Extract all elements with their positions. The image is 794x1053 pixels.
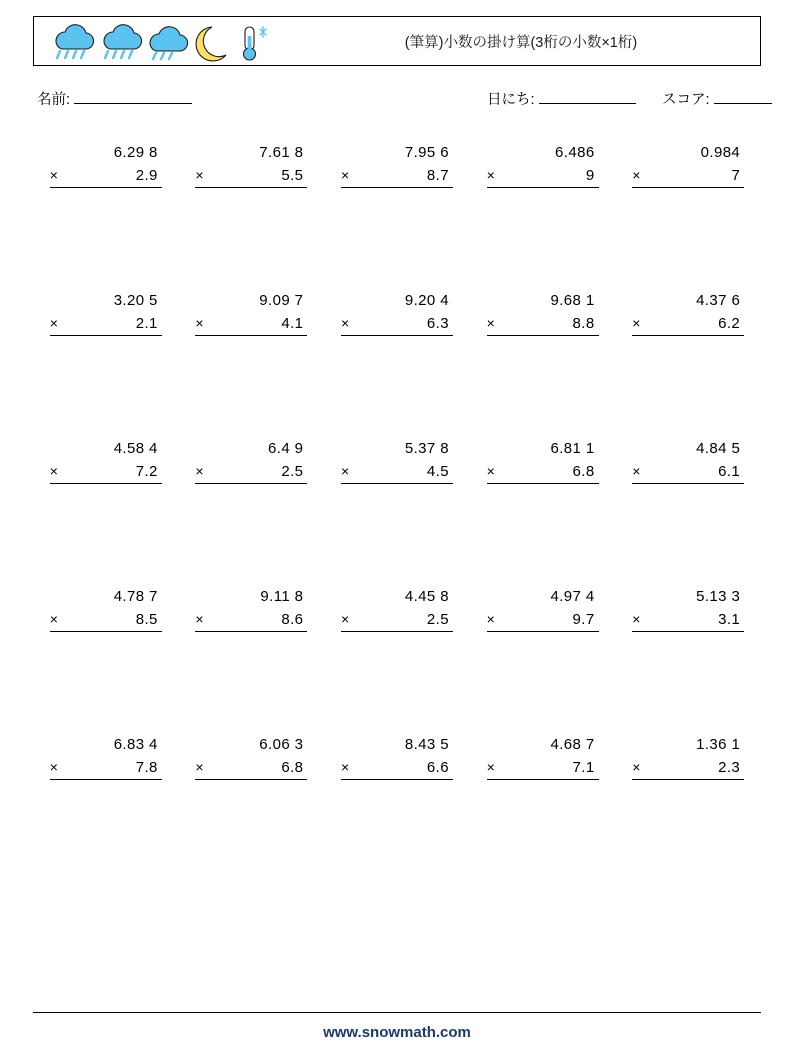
problem — [50, 733, 162, 780]
multiplicand: 5.13 3 — [696, 588, 741, 605]
multiplier: 2.1 — [135, 315, 158, 332]
problem-cell — [615, 581, 761, 729]
problem-cell — [324, 729, 470, 877]
multiplier: 6.8 — [281, 759, 304, 776]
problem-cell — [33, 433, 179, 581]
problem-cell — [615, 285, 761, 433]
problem-cell — [615, 729, 761, 877]
answer-rule — [487, 335, 599, 336]
problem-cell — [615, 433, 761, 581]
operator-icon: × — [49, 463, 58, 479]
problem — [50, 289, 162, 336]
answer-rule — [50, 335, 162, 336]
multiplier: 8.6 — [281, 611, 304, 628]
operator-icon: × — [49, 611, 58, 627]
problem — [195, 733, 307, 780]
answer-rule — [341, 779, 453, 780]
answer-rule — [341, 187, 453, 188]
multiplier: 8.8 — [572, 315, 595, 332]
multiplicand: 4.84 5 — [696, 440, 741, 457]
multiplicand: 4.97 4 — [550, 588, 595, 605]
multiplier: 6.1 — [718, 463, 741, 480]
problem-cell — [324, 433, 470, 581]
multiplicand: 9.20 4 — [404, 292, 449, 309]
score-label: スコア: — [662, 92, 710, 108]
header-box — [33, 16, 761, 66]
problem — [487, 141, 599, 188]
answer-rule — [487, 483, 599, 484]
multiplier: 3.1 — [718, 611, 741, 628]
operator-icon: × — [486, 463, 495, 479]
multiplier: 2.9 — [135, 167, 158, 184]
operator-icon: × — [340, 759, 350, 775]
answer-rule — [632, 631, 744, 632]
problem — [632, 733, 744, 780]
name-label: 名前: — [37, 92, 71, 108]
multiplier: 9.7 — [572, 611, 595, 628]
problem — [50, 437, 162, 484]
problem-cell — [324, 581, 470, 729]
multiplicand: 4.37 6 — [696, 292, 741, 309]
answer-rule — [487, 187, 599, 188]
answer-rule — [50, 187, 162, 188]
answer-rule — [487, 779, 599, 780]
answer-rule — [50, 483, 162, 484]
name-field[interactable] — [37, 88, 192, 109]
score-blank[interactable] — [714, 90, 772, 104]
problem — [341, 437, 453, 484]
answer-rule — [487, 631, 599, 632]
problem-cell — [470, 285, 616, 433]
operator-icon: × — [486, 759, 495, 775]
name-blank[interactable] — [74, 90, 192, 104]
problem — [487, 733, 599, 780]
date-label: 日にち: — [487, 92, 535, 108]
multiplier: 4.1 — [281, 315, 304, 332]
multiplicand: 9.09 7 — [259, 292, 304, 309]
problem — [50, 141, 162, 188]
operator-icon: × — [486, 315, 495, 331]
score-field[interactable] — [662, 88, 772, 109]
multiplicand: 8.43 5 — [404, 736, 449, 753]
multiplicand: 4.78 7 — [113, 588, 158, 605]
problem — [341, 585, 453, 632]
operator-icon: × — [195, 315, 204, 331]
rain-cloud-icon — [104, 25, 142, 58]
answer-rule — [195, 187, 307, 188]
operator-icon: × — [340, 463, 350, 479]
operator-icon: × — [486, 167, 495, 183]
answer-rule — [341, 483, 453, 484]
multiplicand: 6.4 9 — [268, 440, 304, 457]
problem-cell — [179, 433, 325, 581]
multiplier: 6.6 — [426, 759, 449, 776]
problem — [195, 289, 307, 336]
multiplier: 7 — [731, 167, 741, 184]
multiplier: 2.5 — [426, 611, 449, 628]
problem-cell — [179, 137, 325, 285]
multiplicand: 3.20 5 — [113, 292, 158, 309]
problem-cell — [470, 581, 616, 729]
multiplicand: 6.06 3 — [259, 736, 304, 753]
problem-cell — [470, 137, 616, 285]
multiplier: 7.2 — [135, 463, 158, 480]
problem-cell — [324, 285, 470, 433]
problem-cell — [33, 137, 179, 285]
answer-rule — [50, 779, 162, 780]
operator-icon: × — [49, 315, 58, 331]
date-field[interactable] — [487, 88, 636, 109]
multiplicand: 6.81 1 — [550, 440, 595, 457]
operator-icon: × — [486, 611, 495, 627]
multiplier: 8.5 — [135, 611, 158, 628]
multiplier: 9 — [585, 167, 595, 184]
operator-icon: × — [632, 463, 641, 479]
operator-icon: × — [49, 167, 58, 183]
answer-rule — [195, 483, 307, 484]
problem — [341, 141, 453, 188]
problem-cell — [470, 433, 616, 581]
problem — [341, 733, 453, 780]
moon-cloud-icon — [150, 27, 188, 59]
multiplicand: 5.37 8 — [404, 440, 449, 457]
multiplicand: 4.68 7 — [550, 736, 595, 753]
multiplicand: 9.11 8 — [260, 588, 304, 605]
footer-site-link[interactable]: www.snowmath.com — [323, 1024, 471, 1041]
multiplicand: 4.58 4 — [113, 440, 158, 457]
problem — [632, 141, 744, 188]
operator-icon: × — [340, 315, 350, 331]
operator-icon: × — [195, 611, 204, 627]
moon-icon — [196, 27, 226, 61]
problem-cell — [179, 729, 325, 877]
multiplier: 6.3 — [426, 315, 449, 332]
multiplicand: 6.486 — [555, 144, 595, 161]
header-icons — [42, 21, 282, 65]
problem — [487, 585, 599, 632]
multiplier: 5.5 — [281, 167, 304, 184]
operator-icon: × — [632, 167, 641, 183]
footer-divider — [33, 1012, 761, 1013]
operator-icon: × — [195, 167, 204, 183]
problem — [632, 437, 744, 484]
operator-icon: × — [49, 759, 58, 775]
problem — [487, 289, 599, 336]
answer-rule — [341, 335, 453, 336]
problem-grid — [33, 137, 761, 877]
multiplicand: 6.83 4 — [113, 736, 158, 753]
page-title: (筆算)小数の掛け算(3桁の小数×1桁) — [404, 34, 638, 51]
problem — [50, 585, 162, 632]
problem — [487, 437, 599, 484]
problem-cell — [33, 581, 179, 729]
multiplier: 2.5 — [281, 463, 304, 480]
thermometer-icon — [244, 27, 267, 60]
multiplicand: 7.95 6 — [404, 144, 449, 161]
multiplier: 7.1 — [572, 759, 595, 776]
operator-icon: × — [340, 167, 350, 183]
multiplier: 6.2 — [718, 315, 741, 332]
multiplicand: 1.36 1 — [696, 736, 741, 753]
answer-rule — [632, 335, 744, 336]
multiplier: 7.8 — [135, 759, 158, 776]
multiplicand: 0.984 — [700, 144, 741, 161]
multiplicand: 7.61 8 — [259, 144, 304, 161]
problem-cell — [179, 581, 325, 729]
multiplier: 8.7 — [426, 167, 449, 184]
problem — [195, 141, 307, 188]
answer-rule — [632, 779, 744, 780]
answer-rule — [195, 335, 307, 336]
operator-icon: × — [195, 759, 204, 775]
problem — [632, 585, 744, 632]
rain-cloud-icon — [56, 25, 94, 58]
operator-icon: × — [195, 463, 204, 479]
problem-cell — [470, 729, 616, 877]
answer-rule — [632, 483, 744, 484]
problem-cell — [179, 285, 325, 433]
date-blank[interactable] — [539, 90, 636, 104]
multiplier: 2.3 — [718, 759, 741, 776]
multiplicand: 4.45 8 — [404, 588, 449, 605]
problem — [195, 437, 307, 484]
operator-icon: × — [632, 759, 641, 775]
answer-rule — [341, 631, 453, 632]
problem-cell — [33, 729, 179, 877]
operator-icon: × — [632, 611, 641, 627]
problem — [341, 289, 453, 336]
problem — [195, 585, 307, 632]
multiplier: 4.5 — [426, 463, 449, 480]
multiplicand: 9.68 1 — [550, 292, 595, 309]
multiplier: 6.8 — [572, 463, 595, 480]
operator-icon: × — [632, 315, 641, 331]
answer-rule — [50, 631, 162, 632]
answer-rule — [195, 779, 307, 780]
answer-rule — [195, 631, 307, 632]
problem — [632, 289, 744, 336]
multiplicand: 6.29 8 — [113, 144, 158, 161]
meta-row — [0, 88, 794, 116]
problem-cell — [33, 285, 179, 433]
problem-cell — [324, 137, 470, 285]
answer-rule — [632, 187, 744, 188]
problem-cell — [615, 137, 761, 285]
operator-icon: × — [340, 611, 350, 627]
